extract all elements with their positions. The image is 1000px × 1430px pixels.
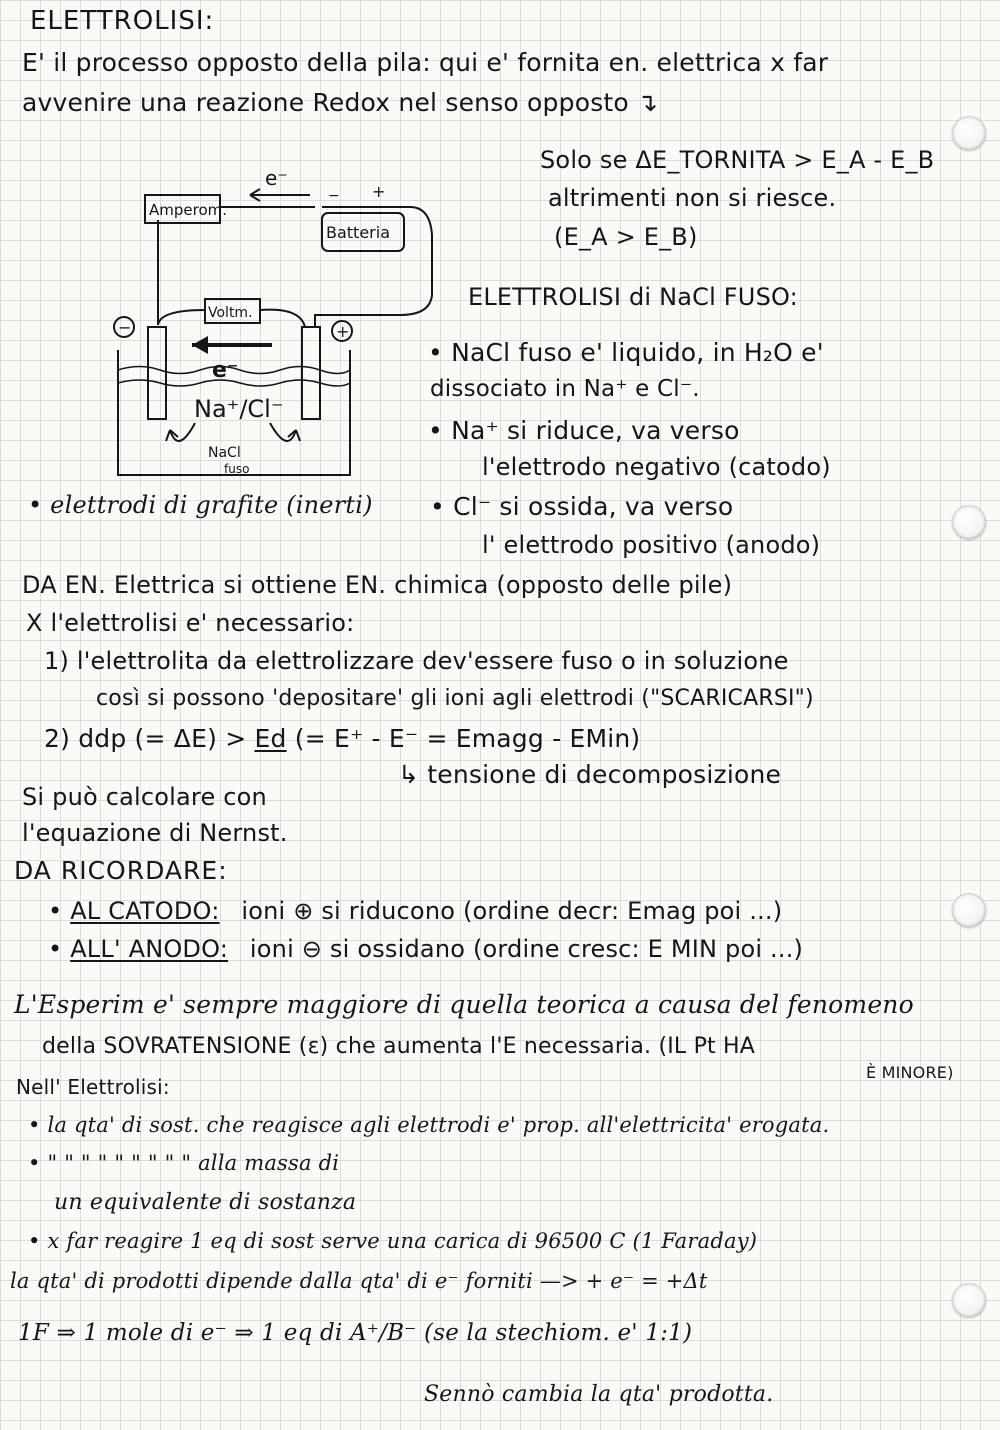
faraday-point-4: • x far reagire 1 eq di sost serve una carica di 96500 C (1 Faraday): [28, 1229, 758, 1253]
nacl-point-5: • Cl⁻ si ossida, va verso: [430, 492, 734, 521]
faraday-title: Nell' Elettrolisi:: [16, 1075, 170, 1099]
nacl-point-3: • Na⁺ si riduce, va verso: [428, 416, 740, 445]
condition-line-3: (E_A > E_B): [554, 223, 698, 251]
overvoltage-line-3: È MINORE): [866, 1063, 954, 1082]
intro-line-1: E' il processo opposto della pila: qui e' fornita en. elettrica x far: [22, 48, 829, 77]
cathode-minus-glyph: −: [118, 318, 132, 337]
nacl-point-2: dissociato in Na⁺ e Cl⁻.: [430, 376, 700, 402]
requirement-2-post: (= E⁺ - E⁻ = Emagg - EMin): [294, 724, 641, 753]
bullet: •: [48, 897, 71, 925]
electron-mid-label: e⁻: [212, 358, 239, 383]
cathode-rule: [48, 896, 782, 926]
ions-label: Na⁺/Cl⁻: [194, 395, 284, 423]
requirement-2: [44, 724, 640, 754]
anode-plus-glyph: +: [336, 322, 350, 341]
punch-hole: [952, 1283, 986, 1317]
faraday-point-3: un equivalente di sostanza: [54, 1190, 357, 1215]
requirement-2-pre: 2) ddp (= ΔE) >: [44, 724, 247, 753]
nacl-title: ELETTROLISI di NaCl FUSO:: [468, 283, 798, 311]
nacl-point-4: l'elettrodo negativo (catodo): [482, 453, 831, 481]
intro-line-2: avvenire una reazione Redox nel senso opposto ↴: [22, 88, 659, 117]
page-title: ELETTROLISI:: [30, 6, 215, 36]
punch-hole: [952, 505, 986, 539]
nacl-point-6: l' elettrodo positivo (anodo): [482, 531, 821, 559]
electron-top-label: e⁻: [265, 166, 288, 190]
amperometer-label: Amperom.: [149, 201, 228, 219]
electrolysis-diagram: [100, 155, 440, 495]
electrodes-note: • elettrodi di grafite (inerti): [28, 491, 373, 519]
requirement-1-line-2: così si possono 'depositare' gli ioni agli elettrodi ("SCARICARSI"): [96, 686, 814, 711]
energy-line: DA EN. Elettrica si ottiene EN. chimica (opposto delle pile): [22, 571, 733, 599]
battery-minus-label: −: [328, 188, 340, 204]
overvoltage-line-1: L'Esperim e' sempre maggiore di quella teorica a causa del fenomeno: [14, 990, 914, 1019]
condition-line-1: Solo se ΔE_TORNITA > E_A - E_B: [540, 146, 935, 174]
faraday-point-1: • la qta' di sost. che reagisce agli elettrodi e' prop. all'elettricita' erogata.: [28, 1113, 830, 1137]
cathode-label: AL CATODO:: [70, 897, 220, 925]
faraday-point-6: 1F ⇒ 1 mole di e⁻ ⇒ 1 eq di A⁺/B⁻ (se la stechiom. e' 1:1): [18, 1320, 693, 1346]
nernst-line-1: Si può calcolare con: [22, 783, 267, 811]
condition-line-2: altrimenti non si riesce.: [548, 184, 837, 212]
battery-label: Batteria: [326, 223, 390, 242]
faraday-point-5: la qta' di prodotti dipende dalla qta' di e⁻ forniti —> + e⁻ = +Δt: [10, 1269, 708, 1293]
remember-title: DA RICORDARE:: [14, 856, 228, 885]
cathode-text: ioni ⊕ si riducono (ordine decr: Emag poi ...): [241, 897, 783, 925]
melt-label-1: NaCl: [208, 445, 241, 461]
faraday-point-7: Sennò cambia la qta' prodotta.: [424, 1382, 774, 1407]
requirement-1-line-1: 1) l'elettrolita da elettrolizzare dev'essere fuso o in soluzione: [44, 647, 789, 675]
anode-label: ALL' ANODO:: [70, 935, 229, 963]
overvoltage-line-2: della SOVRATENSIONE (ε) che aumenta l'E necessaria. (IL Pt HA: [42, 1034, 756, 1059]
nacl-point-1: • NaCl fuso e' liquido, in H₂O e': [428, 338, 824, 367]
decomposition-label: ↳ tensione di decomposizione: [398, 760, 782, 789]
anode-text: ioni ⊖ si ossidano (ordine cresc: E MIN poi ...): [249, 935, 804, 963]
anode-rule: [48, 934, 803, 964]
bullet: •: [48, 935, 71, 963]
voltmeter-label: Voltm.: [208, 305, 253, 321]
faraday-point-2: • " " " " " " " " " alla massa di: [28, 1151, 340, 1175]
decomposition-symbol: Ed: [254, 724, 287, 753]
nernst-line-2: l'equazione di Nernst.: [22, 819, 288, 847]
punch-hole: [952, 116, 986, 150]
punch-hole: [952, 893, 986, 927]
necessary-title: X l'elettrolisi e' necessario:: [26, 609, 355, 637]
melt-label-2: fuso: [224, 462, 250, 476]
battery-plus-label: +: [372, 182, 386, 201]
